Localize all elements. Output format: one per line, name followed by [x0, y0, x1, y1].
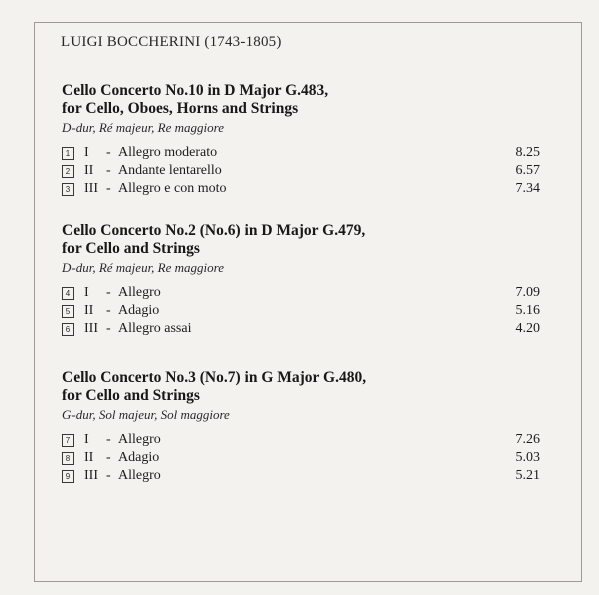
track-duration: 7.09 — [515, 285, 540, 300]
track-number-box: 3 — [62, 183, 74, 196]
work-title-line: for Cello, Oboes, Horns and Strings — [62, 100, 299, 117]
track-list — [62, 284, 542, 338]
movement-dash: - — [106, 303, 111, 318]
track-list — [62, 431, 542, 485]
track-number-box: 1 — [62, 147, 74, 160]
track-duration: 7.26 — [515, 432, 540, 447]
movement-title: Allegro — [118, 285, 161, 300]
movement-numeral: I — [84, 285, 89, 300]
work-title-line: for Cello and Strings — [62, 387, 200, 404]
movement-numeral: I — [84, 432, 89, 447]
work-title-line: Cello Concerto No.10 in D Major G.483, — [62, 82, 329, 99]
track-row[interactable] — [62, 144, 542, 162]
movement-title: Allegro — [118, 468, 161, 483]
work-title-line: for Cello and Strings — [62, 240, 200, 257]
track-row[interactable] — [62, 162, 542, 180]
work-keys: G-dur, Sol majeur, Sol maggiore — [62, 407, 230, 422]
movement-title: Andante lentarello — [118, 163, 222, 178]
track-row[interactable] — [62, 449, 542, 467]
movement-dash: - — [106, 468, 111, 483]
composer-heading: LUIGI BOCCHERINI (1743-1805) — [61, 34, 282, 50]
movement-dash: - — [106, 321, 111, 336]
track-number-box: 6 — [62, 323, 74, 336]
work-keys: D-dur, Ré majeur, Re maggiore — [62, 260, 224, 275]
work-block — [62, 82, 542, 198]
work-keys: D-dur, Ré majeur, Re maggiore — [62, 120, 224, 135]
track-number-box: 9 — [62, 470, 74, 483]
movement-dash: - — [106, 450, 111, 465]
track-duration: 8.25 — [515, 145, 540, 160]
track-number-box: 5 — [62, 305, 74, 318]
track-duration: 7.34 — [515, 181, 540, 196]
track-duration: 5.03 — [515, 450, 540, 465]
movement-title: Adagio — [118, 450, 160, 465]
track-duration: 4.20 — [515, 321, 540, 336]
track-row[interactable] — [62, 320, 542, 338]
track-duration: 5.16 — [515, 303, 540, 318]
work-title — [62, 82, 542, 118]
track-number-box: 4 — [62, 287, 74, 300]
track-number-box: 2 — [62, 165, 74, 178]
movement-numeral: II — [84, 163, 94, 178]
track-row[interactable] — [62, 302, 542, 320]
movement-title: Adagio — [118, 303, 160, 318]
track-list — [62, 144, 542, 198]
movement-dash: - — [106, 432, 111, 447]
movement-numeral: III — [84, 321, 98, 336]
track-duration: 6.57 — [515, 163, 540, 178]
movement-numeral: II — [84, 303, 94, 318]
movement-dash: - — [106, 163, 111, 178]
work-title — [62, 222, 542, 258]
work-block — [62, 222, 542, 338]
track-number-box: 7 — [62, 434, 74, 447]
work-title-line: Cello Concerto No.2 (No.6) in D Major G.479, — [62, 222, 366, 239]
track-row[interactable] — [62, 431, 542, 449]
track-row[interactable] — [62, 284, 542, 302]
movement-numeral: II — [84, 450, 94, 465]
movement-title: Allegro moderato — [118, 145, 218, 160]
movement-dash: - — [106, 145, 111, 160]
movement-dash: - — [106, 285, 111, 300]
track-row[interactable] — [62, 467, 542, 485]
work-title — [62, 369, 542, 405]
movement-title: Allegro assai — [118, 321, 192, 336]
track-row[interactable] — [62, 180, 542, 198]
movement-numeral: III — [84, 468, 98, 483]
track-duration: 5.21 — [515, 468, 540, 483]
work-block — [62, 369, 542, 485]
movement-title: Allegro — [118, 432, 161, 447]
movement-numeral: I — [84, 145, 89, 160]
movement-numeral: III — [84, 181, 98, 196]
work-title-line: Cello Concerto No.3 (No.7) in G Major G.480, — [62, 369, 367, 386]
track-number-box: 8 — [62, 452, 74, 465]
movement-dash: - — [106, 181, 111, 196]
movement-title: Allegro e con moto — [118, 181, 227, 196]
